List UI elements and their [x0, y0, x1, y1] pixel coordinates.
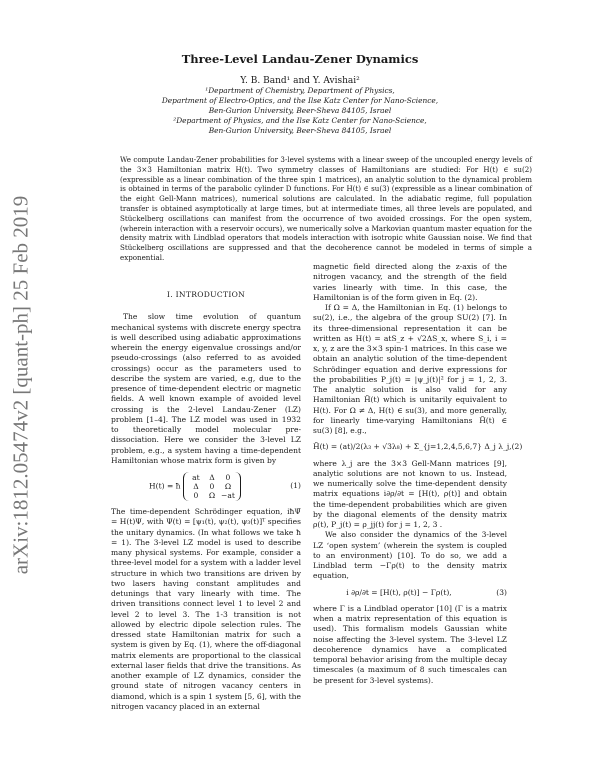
equation-number: (2): [511, 442, 523, 452]
left-column: [111, 290, 301, 712]
affiliation-line: Ben-Gurion University, Beer-Sheva 84105, Israel: [208, 126, 392, 135]
matrix-cell: 0: [209, 482, 215, 491]
intro-paragraph-1: The slow time evolution of quantum mechanical systems with discrete energy spectra is well described using adiabatic approximations wherein the energy eigenvalue crossings and/or pseudo-crossings (also referred to as avoided crossings) occur as the parameters used to describe the system are varied, e.g, due to the presence of time-dependent electric or magnetic fields. A well known example of avoided level crossing is the 2-level Landau-Zener (LZ) problem [1–4]. The LZ model was used in 1932 to theoretically model molecular pre-dissociation. Here we consider the 3-level LZ problem, e.g., a system having a time-dependent Hamiltonian whose matrix form is given by: [111, 312, 301, 465]
intro-paragraph-7: where Γ is a Lindblad operator [10] (Γ is a matrix when a matrix representation of this equation is used). This formalism models Gaussian white noise affecting the 3-level system. The 3-level LZ decoherence dynamics have a complicated temporal behavior arising from the multiple decay timescales (a maximum of 8 such timescales can be present for 3-level systems).: [313, 603, 507, 685]
equation-2: [313, 442, 523, 452]
abstract: We compute Landau-Zener probabilities for 3-level systems with a linear sweep of the uncoupled energy levels of the 3×3 Hamiltonian matrix H(t). Two symmetry classes of Hamiltonians are studied: For H(t) ∈ su(2) (expressible as a linear combination of the three spin 1 matrices), an analytic solution to the dynamical problem is obtained in terms of the parabolic cylinder D functions. For H(t) ∈ su(3) (expressible as a linear combination of the eight Gell-Mann matrices), numerical solutions are calculated. In the adiabatic regime, full population transfer is obtained asymptotically at large times, but at intermediate times, all three levels are populated, and Stückelberg oscillations can manifest from the occurrence of two avoided crossings. For the open system, (wherein interaction with a reservoir occurs), we numerically solve a Markovian quantum master equation for the density matrix with Lindblad operators that models interaction with isotropic white Gaussian noise. We find that Stückelberg oscillations are suppressed and that the decoherence cannot be modeled in terms of simple a exponential.: [120, 155, 532, 262]
equation-number: (1): [290, 481, 301, 491]
equation-1-lhs: H(t) = ħ: [149, 481, 181, 491]
hamiltonian-matrix: [183, 472, 241, 501]
equation-3-body: i ∂ρ/∂t = [H(t), ρ(t)] − Γρ(t),: [346, 587, 452, 597]
equation-3: [313, 588, 507, 598]
intro-paragraph-6: We also consider the dynamics of the 3-level LZ ‘open system’ (wherein the system is coupled to an environment) [10]. To do so, we add a Lindblad term −Γρ(t) to the density matrix equation,: [313, 530, 507, 581]
affiliations: [0, 86, 600, 136]
affiliation-line: ¹Department of Chemistry, Department of Physics,: [205, 86, 395, 95]
matrix-cell: Ω: [224, 482, 232, 491]
matrix-cell: Δ: [193, 482, 199, 491]
matrix-cell: Δ: [209, 473, 215, 482]
matrix-cell: at: [192, 473, 200, 482]
matrix-cell: 0: [193, 491, 199, 500]
intro-paragraph-4: If Ω = Δ, the Hamiltonian in Eq. (1) belongs to su(2), i.e., the algebra of the group SU(2) [7]. In its three-dimensional representation it can be written as H(t) = atS_z + √2ΔS_x, where S_i, i = x, y, z are the 3×3 spin-1 matrices. In this case we obtain an analytic solution of the time-dependent Schrödinger equation and derive expressions for the probabilities P_j(t) = |ψ_j(t)|² for j = 1, 2, 3. The analytic solution is also valid for any Hamiltonian H̃(t) which is unitarily equivalent to H(t). For Ω ≠ Δ, H(t) ∈ su(3), and more generally, for linearly time-varying Hamiltonians H̃(t) ∈ su(3) [8], e.g.,: [313, 303, 507, 435]
arxiv-sidebar-stamp: [6, 150, 36, 620]
section-heading: I. INTRODUCTION: [166, 290, 246, 299]
affiliation-line: Department of Electro-Optics, and the Ilse Katz Center for Nano-Science,: [161, 96, 439, 105]
affiliation-line: Ben-Gurion University, Beer-Sheva 84105, Israel: [208, 106, 392, 115]
right-column: [313, 262, 523, 686]
author-list: Y. B. Band¹ and Y. Avishai²: [240, 76, 360, 86]
equation-1: [111, 472, 301, 501]
equation-number: (3): [496, 587, 507, 597]
paper-title: Three-Level Landau-Zener Dynamics: [181, 52, 419, 66]
affiliation-line: ²Department of Physics, and the Ilse Katz Center for Nano-Science,: [173, 116, 427, 125]
matrix-cell: Ω: [208, 491, 216, 500]
matrix-cell: 0: [225, 473, 231, 482]
intro-paragraph-3: magnetic field directed along the z-axis of the nitrogen vacancy, and the strength of the field varies linearly with time. In this case, the Hamiltonian is of the form given in Eq. (2).: [313, 262, 507, 302]
intro-paragraph-5: where λ_j are the 3×3 Gell-Mann matrices [9], analytic solutions are not known to us. Instead, we numerically solve the time-dependent density matrix equations i∂ρ/∂t = [H(t), ρ(t)] and obtain the time-dependent probabilities which are given by the diagonal elements of the density matrix ρ(t), P_j(t) = ρ_jj(t) for j = 1, 2, 3 .: [313, 458, 507, 529]
arxiv-identifier: arXiv:1812.05474v2 [quant-ph] 25 Feb 2019: [8, 195, 33, 575]
matrix-cell: −at: [221, 491, 235, 500]
equation-2-body: H̃(t) = (at)/2(λ₃ + √3λ₈) + Σ_{j=1,2,4,5,6,7} Δ_j λ_j,: [313, 442, 512, 452]
intro-paragraph-2: The time-dependent Schrödinger equation, iħΨ̇ = H(t)Ψ, with Ψ(t) = [ψ₁(t), ψ₂(t), ψ₃(t)]ᵀ specifies the unitary dynamics. (In what follows we take ħ = 1). The 3-level LZ model is used to describe many physical systems. For example, consider a three-level model for a system with a ladder level structure in which two transitions are driven by two lasers having constant amplitudes and detunings that vary linearly with time. The driven transitions connect level 1 to level 2 and level 2 to level 3. The 1-3 transition is not allowed by electric dipole selection rules. The dressed state Hamiltonian matrix for such a system is given by Eq. (1), where the off-diagonal matrix elements are proportional to the classical external laser fields that drive the transitions. As another example of LZ dynamics, consider the ground state of nitrogen vacancy centers in diamond, which is a spin 1 system [5, 6], with the nitrogen vacancy placed in an external: [111, 507, 301, 711]
